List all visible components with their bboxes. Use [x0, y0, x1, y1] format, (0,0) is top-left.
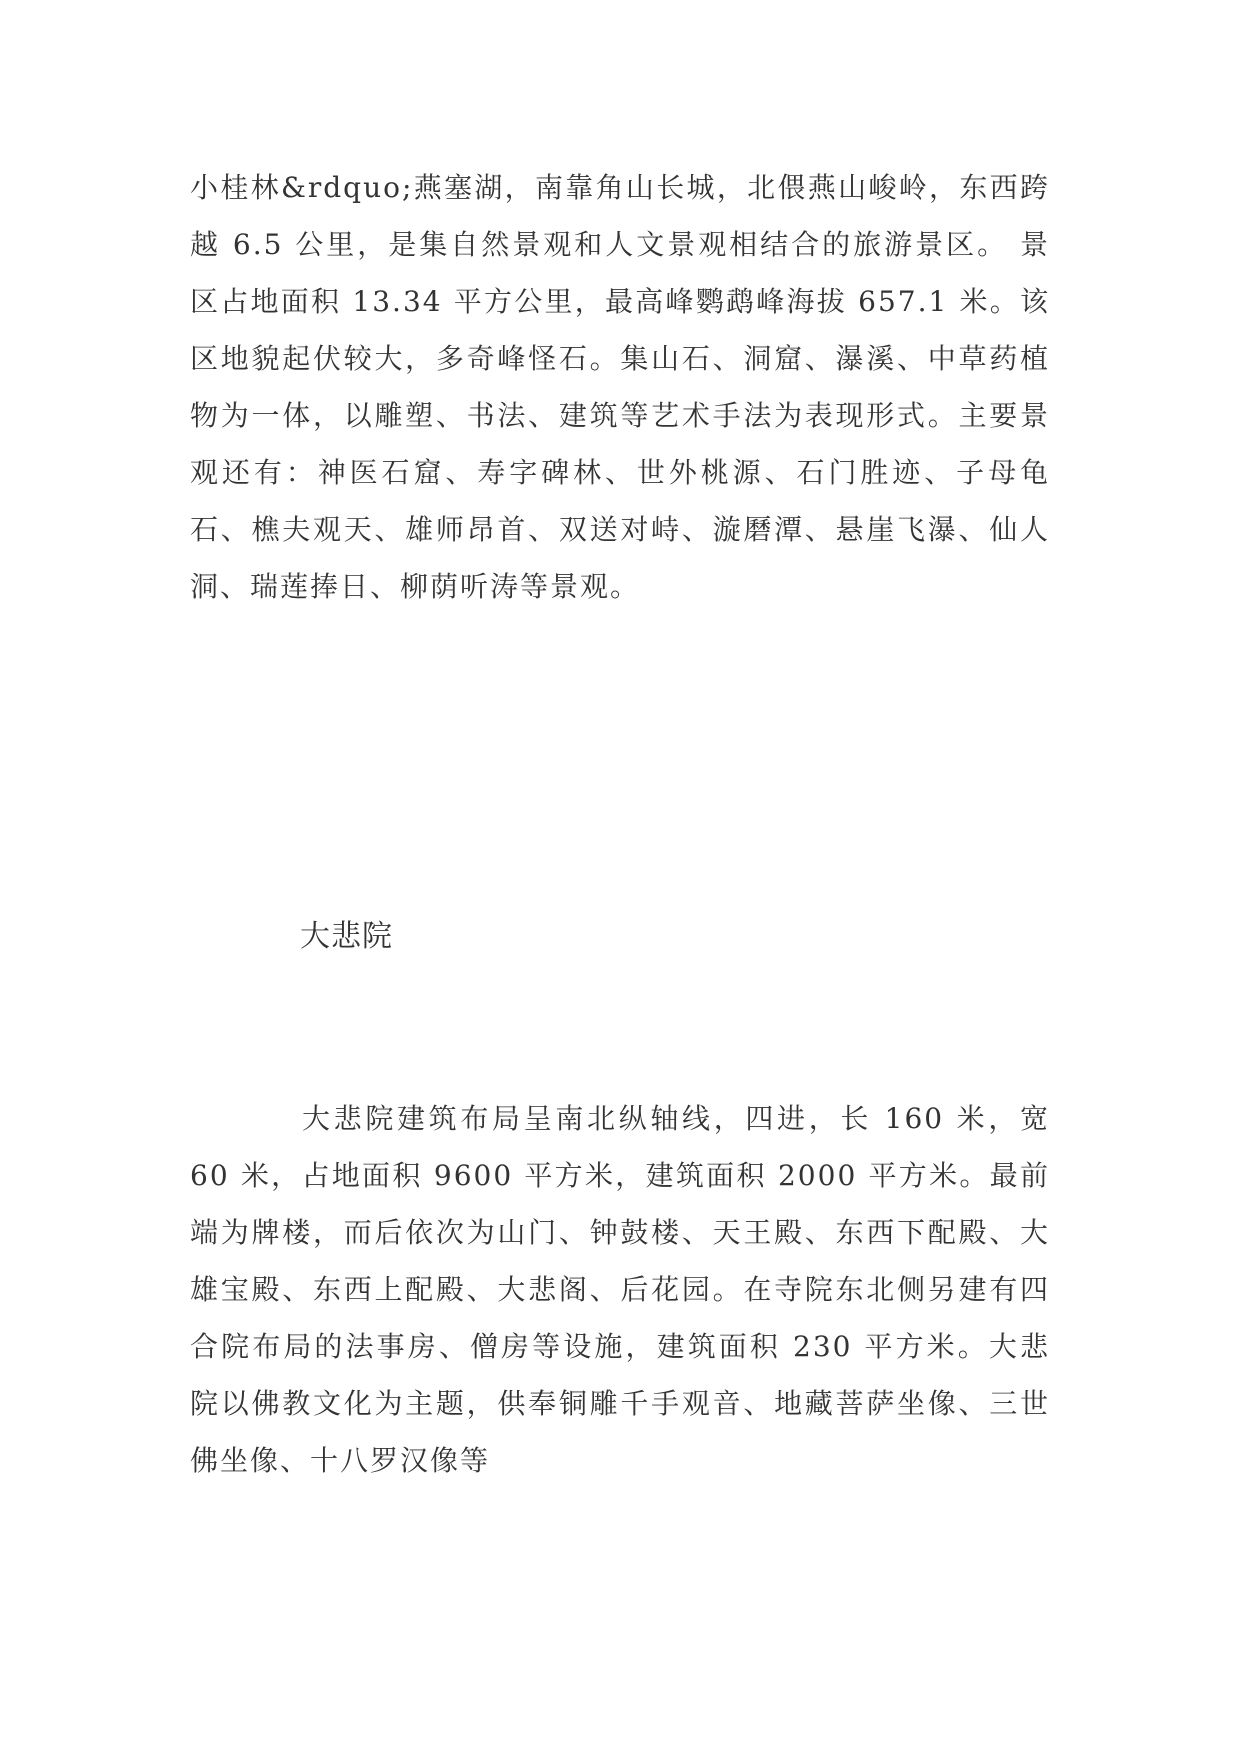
- paragraph-dabeiyuan: 大悲院建筑布局呈南北纵轴线，四进，长 160 米，宽 60 米，占地面积 9600 平方米，建筑面积 2000 平方米。最前端为牌楼，而后依次为山门、钟鼓楼、天王殿、东西下配殿、大雄宝殿、东西上配殿、大悲阁、后花园。在寺院东北侧另建有四合院布局的法事房、僧房等设施，建筑面积 230 平方米。大悲院以佛教文化为主题，供奉铜雕千手观音、地藏菩萨坐像、三世佛坐像、十八罗汉像等: [190, 1102, 1050, 1477]
- paragraph-yansai-lake: 小桂林&rdquo;燕塞湖，南靠角山长城，北偎燕山峻岭，东西跨越 6.5 公里，是集自然景观和人文景观相结合的旅游景区。 景区占地面积 13.34 平方公里，最高峰鹦鹉峰海拔 657.1 米。该区地貌起伏较大，多奇峰怪石。集山石、洞窟、瀑溪、中草药植物为一体，以雕塑、书法、建筑等艺术手法为表现形式。主要景观还有：神医石窟、寿字碑林、世外桃源、石门胜迹、子母龟石、樵夫观天、雄师昂首、双送对峙、漩磿潭、悬崖飞瀑、仙人洞、瑞莲捧日、柳荫听涛等景观。: [190, 171, 1050, 603]
- section-heading-dabeiyuan: 大悲院: [300, 919, 393, 954]
